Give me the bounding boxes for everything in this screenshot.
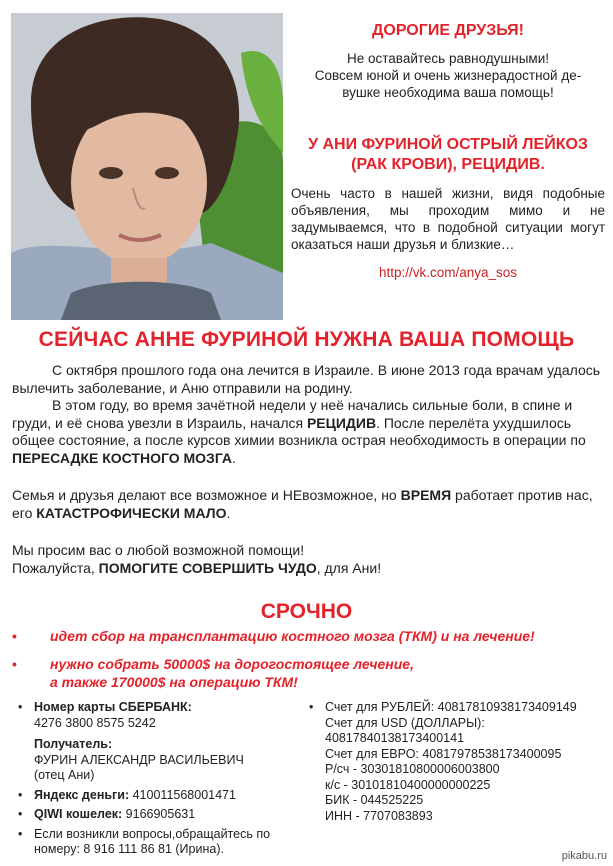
- account-list: • Счет для РУБЛЕЙ: 40817810938173409149 Счет для USD (ДОЛЛАРЫ): 40817840138173400141 Счет для ЕВРО: 40817978538173400095 Р/сч - 30301810800006003800 к/с - 30101810400000000225 БИК - 044525225 ИНН - 7707083893: [309, 700, 577, 823]
- bullet-icon: •: [309, 700, 314, 714]
- bullet-icon: •: [12, 628, 17, 644]
- watermark: pikabu.ru: [561, 850, 607, 862]
- bullet-icon: •: [18, 700, 23, 714]
- intro-line: вушке необходима ваша помощь!: [342, 85, 554, 100]
- vk-link[interactable]: http://vk.com/anya_sos: [378, 265, 518, 280]
- urgent-heading: СРОЧНО: [260, 600, 353, 623]
- story-paragraph: Пожалуйста, ПОМОГИТЕ СОВЕРШИТЬ ЧУДО, для Ани!: [12, 559, 382, 576]
- card-item: • Номер карты СБЕРБАНК: 4276 3800 8575 5242: [18, 700, 192, 730]
- intro-line: Не оставайтесь равнодушными!: [347, 51, 549, 66]
- qiwi-item: • QIWI кошелек: 9166905631: [18, 807, 196, 821]
- bullet-icon: •: [18, 826, 23, 841]
- story-text: [12, 362, 604, 577]
- bullet-icon: •: [18, 807, 23, 821]
- urgent-bullet: • идет сбор на трансплантацию костного мозга (ТКМ) и на лечение!: [12, 628, 535, 644]
- intro-line: Совсем юной и очень жизнерадостной де-: [314, 68, 582, 83]
- questions-item: • Если возникли вопросы,обращайтесь по номеру: 8 916 111 86 81 (Ирина).: [18, 826, 271, 856]
- diagnosis-heading: [291, 135, 605, 175]
- payment-details-left: [14, 700, 304, 858]
- bullet-icon: •: [12, 656, 17, 672]
- story-paragraph: Мы просим вас о любой возможной помощи!: [12, 542, 305, 558]
- diagnosis-line: (РАК КРОВИ), РЕЦИДИВ.: [351, 156, 545, 173]
- urgent-bullet: • нужно собрать 50000$ на дорогостоящее лечение, а также 170000$ на операцию ТКМ!: [12, 656, 414, 690]
- story-paragraph: В этом году, во время зачётной недели у неё начались сильные боли, в спине и груди, и её снова увезли в Израиль, начался РЕЦИДИВ. После перелёта ухудшилось общее состояние, а после курсов химии возникла острая необходимость в операции по ПЕРЕСАДКЕ КОСТНОГО МОЗГА.: [12, 397, 586, 466]
- greeting-heading: ДОРОГИЕ ДРУЗЬЯ!: [372, 22, 524, 39]
- story-paragraph: С октября прошлого года она лечится в Израиле. В июне 2013 года врачам удалось вылечить заболевание, и Аню отправили на родину.: [12, 362, 601, 396]
- main-headline: СЕЙЧАС АННЕ ФУРИНОЙ НУЖНА ВАША ПОМОЩЬ: [38, 328, 575, 351]
- bullet-icon: •: [18, 787, 23, 802]
- story-paragraph: Семья и друзья делают все возможное и НЕвозможное, но ВРЕМЯ работает против нас, его КАТАСТРОФИЧЕСКИ МАЛО.: [12, 487, 593, 521]
- payment-details-right: [305, 700, 605, 824]
- yandex-item: • Яндекс деньги: 410011568001471: [18, 787, 236, 802]
- appeal-paragraph: Очень часто в нашей жизни, видя подобные объявления, мы проходим мимо и не задумываемся, что в подобной ситуации могут оказаться наши друзья и близкие…: [291, 186, 605, 252]
- intro-column: [291, 22, 605, 280]
- diagnosis-line: У АНИ ФУРИНОЙ ОСТРЫЙ ЛЕЙКОЗ: [308, 136, 588, 153]
- recipient-item: Получатель: ФУРИН АЛЕКСАНДР ВАСИЛЬЕВИЧ (отец Ани): [34, 737, 244, 782]
- intro-text: [291, 50, 605, 101]
- portrait-photo: [11, 13, 283, 320]
